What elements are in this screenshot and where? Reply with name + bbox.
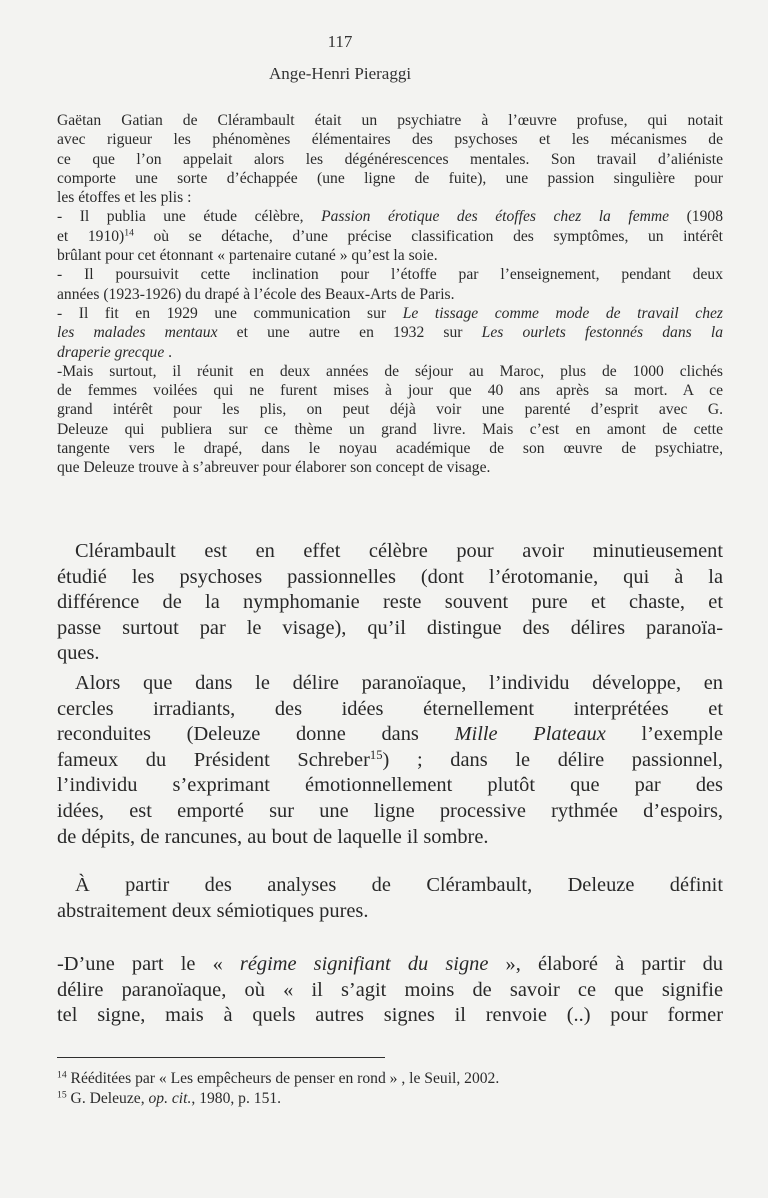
footnote-number: 14 <box>57 1069 67 1081</box>
footnote-text: Rééditées par « Les empêcheurs de penser en rond » , le Seuil, 2002. <box>66 1070 500 1087</box>
running-head-author: Ange-Henri Pieraggi <box>268 64 412 83</box>
list-item-line <box>57 343 723 362</box>
concept-italic: régime signifiant du signe <box>239 953 489 975</box>
book-title: Passion érotique des étoffes chez la femme <box>321 208 670 226</box>
list-item-line: - Il poursuivit cette inclination pour l’étoffe par l’enseignement, pendant deux <box>57 266 723 284</box>
text-line: idées, est emporté sur une ligne processive rythmée d’espoirs, <box>57 799 723 822</box>
title-italic: les malades mentaux <box>57 324 218 342</box>
text-line <box>57 722 723 748</box>
quote-line: avec rigueur les phénomènes élémentaires des psychoses et les mécanismes de <box>57 131 723 149</box>
list-item-line: de femmes voilées qui ne furent mises à jour que 40 ans après sa mort. A ce <box>57 382 723 400</box>
quote-line: ce que l’on appelait alors les dégénérescences mentales. Son travail d’aliéniste <box>57 150 723 168</box>
text-run: -D’une part le « <box>57 953 240 975</box>
paragraph-semiotiques <box>57 873 723 924</box>
text-line: passe surtout par le visage), qu’il distingue des délires paranoïa- <box>57 616 723 639</box>
text-run: fameux du Président Schreber <box>57 748 370 771</box>
list-item-line: -Mais surtout, il réunit en deux années de séjour au Maroc, plus de 1000 clichés <box>57 362 723 380</box>
list-item-line <box>57 227 723 246</box>
text-line: abstraitement deux sémiotiques pures. <box>57 899 369 922</box>
footnote-ref[interactable]: 15 <box>369 747 383 762</box>
footnotes <box>57 1069 723 1109</box>
quote-line: Gaëtan Gatian de Clérambault était un psychiatre à l’œuvre profuse, qui notait <box>57 112 723 129</box>
text-run: », élaboré à partir du <box>488 953 723 975</box>
text-line <box>57 952 723 978</box>
text-run: . <box>164 343 173 361</box>
footnote-divider <box>57 1057 385 1058</box>
page-number: 117 <box>327 32 353 51</box>
footnote-text: , 1980, p. 151. <box>191 1090 282 1107</box>
footnote-ref[interactable]: 14 <box>124 227 134 239</box>
text-run: et une autre en 1932 sur <box>217 324 482 342</box>
text-line <box>57 748 723 774</box>
footnote-number: 15 <box>57 1089 67 1101</box>
list-item-line <box>57 323 723 342</box>
footnote-text: G. Deleuze, <box>66 1090 149 1107</box>
quote-line: les étoffes et les plis : <box>57 189 192 207</box>
paragraph-regime-signifiant <box>57 952 723 1029</box>
text-line: Alors que dans le délire paranoïaque, l’individu développe, en <box>75 672 723 694</box>
footnote-italic: op. cit. <box>148 1090 192 1107</box>
text-run: et 1910) <box>57 227 125 245</box>
text-run: reconduites (Deleuze donne dans <box>57 723 455 746</box>
title-italic: Le tissage comme mode de travail chez <box>402 304 724 322</box>
list-item-line <box>57 207 723 226</box>
title-italic: Les ourlets festonnés dans la <box>481 324 724 342</box>
text-line: ques. <box>57 642 100 665</box>
footnote-14 <box>57 1069 723 1089</box>
text-line: cercles irradiants, des idées éternellement interprétées et <box>57 697 723 720</box>
list-item-line: que Deleuze trouve à s’abreuver pour élaborer son concept de visage. <box>57 459 491 477</box>
list-item-line: grand intérêt pour les plis, on peut déjà voir une parenté d’esprit avec G. <box>57 401 723 419</box>
quote-line: comporte une sorte d’échappée (une ligne de fuite), une passion singulière pour <box>57 169 723 187</box>
text-line: délire paranoïaque, où « il s’agit moins de savoir ce que signifie <box>57 978 723 1001</box>
list-item-line: années (1923-1926) du drapé à l’école des Beaux-Arts de Paris. <box>57 285 455 303</box>
text-run: - Il fit en 1929 une communication sur <box>57 304 403 322</box>
text-run: - Il publia une étude célèbre, <box>57 208 322 226</box>
list-item-line: Deleuze qui publiera sur ce thème un grand livre. Mais c’est en amont de cette <box>57 420 723 438</box>
list-item-line: brûlant pour cet étonnant « partenaire cutané » qu’est la soie. <box>57 247 438 265</box>
paragraph-clerambault <box>57 539 723 667</box>
text-line: l’individu s’exprimant émotionnellement plutôt que par des <box>57 774 723 797</box>
text-run: l’exemple <box>605 723 723 746</box>
footnote-15 <box>57 1089 723 1109</box>
text-line: Clérambault est en effet célèbre pour avoir minutieusement <box>75 540 723 562</box>
list-item-line: tangente vers le drapé, dans le noyau académique de son œuvre de psychiatre, <box>57 440 723 458</box>
text-line: À partir des analyses de Clérambault, Deleuze définit <box>75 874 723 896</box>
text-run: ) ; dans le délire passionnel, <box>382 748 723 771</box>
text-line: de dépits, de rancunes, au bout de laquelle il sombre. <box>57 825 489 848</box>
list-item-line <box>57 304 723 323</box>
text-run: (1908 <box>669 208 723 226</box>
paragraph-delire <box>57 671 723 850</box>
text-line: différence de la nymphomanie reste souvent pure et chaste, et <box>57 591 723 614</box>
book-title: Mille Plateaux <box>454 723 606 746</box>
text-line: étudié les psychoses passionnelles (dont l’érotomanie, qui à la <box>57 565 723 588</box>
quote-block <box>57 111 723 478</box>
text-line: tel signe, mais à quels autres signes il renvoie (..) pour former <box>57 1004 723 1027</box>
title-italic: draperie grecque <box>57 343 165 361</box>
text-run: où se détache, d’une précise classification des symptômes, un intérêt <box>133 227 723 245</box>
